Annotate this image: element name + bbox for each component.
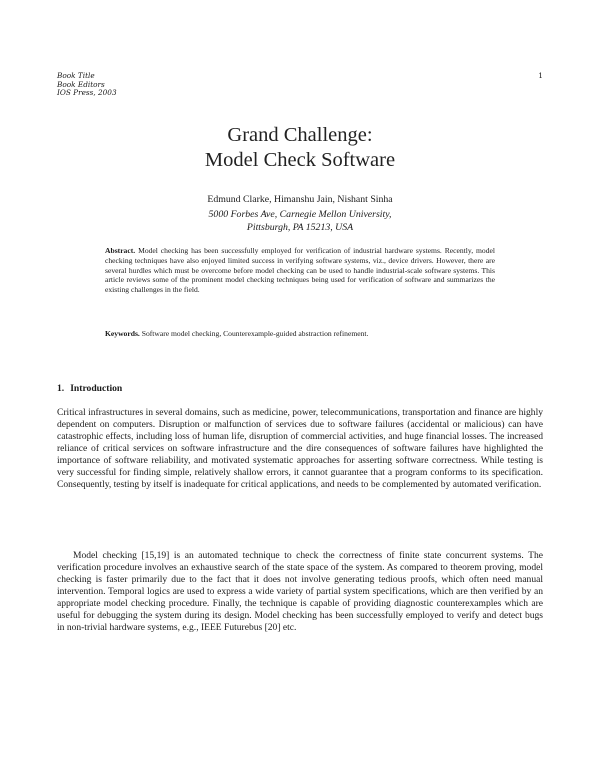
section-number: 1. [57,383,65,394]
body-paragraph-2: Model checking [15,19] is an automated technique to check the correctness of finite state concurrent systems. The verification procedure involves an exhaustive search of the state space of the system. As compared to theorem proving, model checking is faster primarily due to the fact that it does not involve generating tedious proofs, which often need manual intervention. Temporal logics are used to express a wide variety of partial system specifications, which are then verified by an appropriate model checking procedure. Finally, the technique is capable of providing diagnostic counterexamples which are useful for debugging the system during its design. Model checking has been successfully employed to verify and detect bugs in non-trivial hardware systems, e.g., IEEE Futurebus [20] etc. [57,550,543,634]
author-list: Edmund Clarke, Himanshu Jain, Nishant Sinha [207,194,393,205]
paper-title-line-1: Grand Challenge: [227,124,373,146]
body-paragraph-1: Critical infrastructures in several domains, such as medicine, power, telecommunications, transportation and finance are highly dependent on computers. Disruption or malfunction of services due to software failures (accidental or malicious) can have catastrophic effects, including loss of human life, disruption of commercial activities, and huge financial losses. The increased reliance of critical services on software infrastructure and the dire consequences of software failures have highlighted the importance of software reliability, and motivated systematic approaches for asserting software correctness. While testing is very successful for finding simple, relatively shallow errors, it cannot guarantee that a program conforms to its specification. Consequently, testing by itself is inadequate for critical applications, and needs to be complemented by automated verification. [57,407,543,491]
abstract [105,246,495,295]
running-head [57,72,543,98]
abstract-text: Model checking has been successfully employed for verification of industrial hardware systems. Recently, model checking techniques have also enjoyed limited success in verifying software systems, viz., device drivers. However, there are several hurdles which must be overcome before model checking can be used to handle industrial-scale software systems. This article reviews some of the prominent model checking techniques being used for verification of software and summarizes the existing challenges in the field. [105,246,495,295]
keywords-label: Keywords. [105,329,140,338]
affiliation-line-1: 5000 Forbes Ave, Carnegie Mellon University, [208,209,392,220]
book-editors: Book Editors [57,79,105,89]
section-title: Introduction [70,383,123,394]
affiliation-line-2: Pittsburgh, PA 15213, USA [246,222,354,233]
paper-title-line-2: Model Check Software [204,149,396,171]
keywords [105,329,495,339]
keywords-text: Software model checking, Counterexample-guided abstraction refinement. [141,329,369,338]
book-title: Book Title [57,71,95,80]
publisher: IOS Press, 2003 [57,88,117,98]
section-heading-introduction [57,383,122,394]
page-number: 1 [538,71,543,80]
abstract-label: Abstract. [105,246,136,255]
